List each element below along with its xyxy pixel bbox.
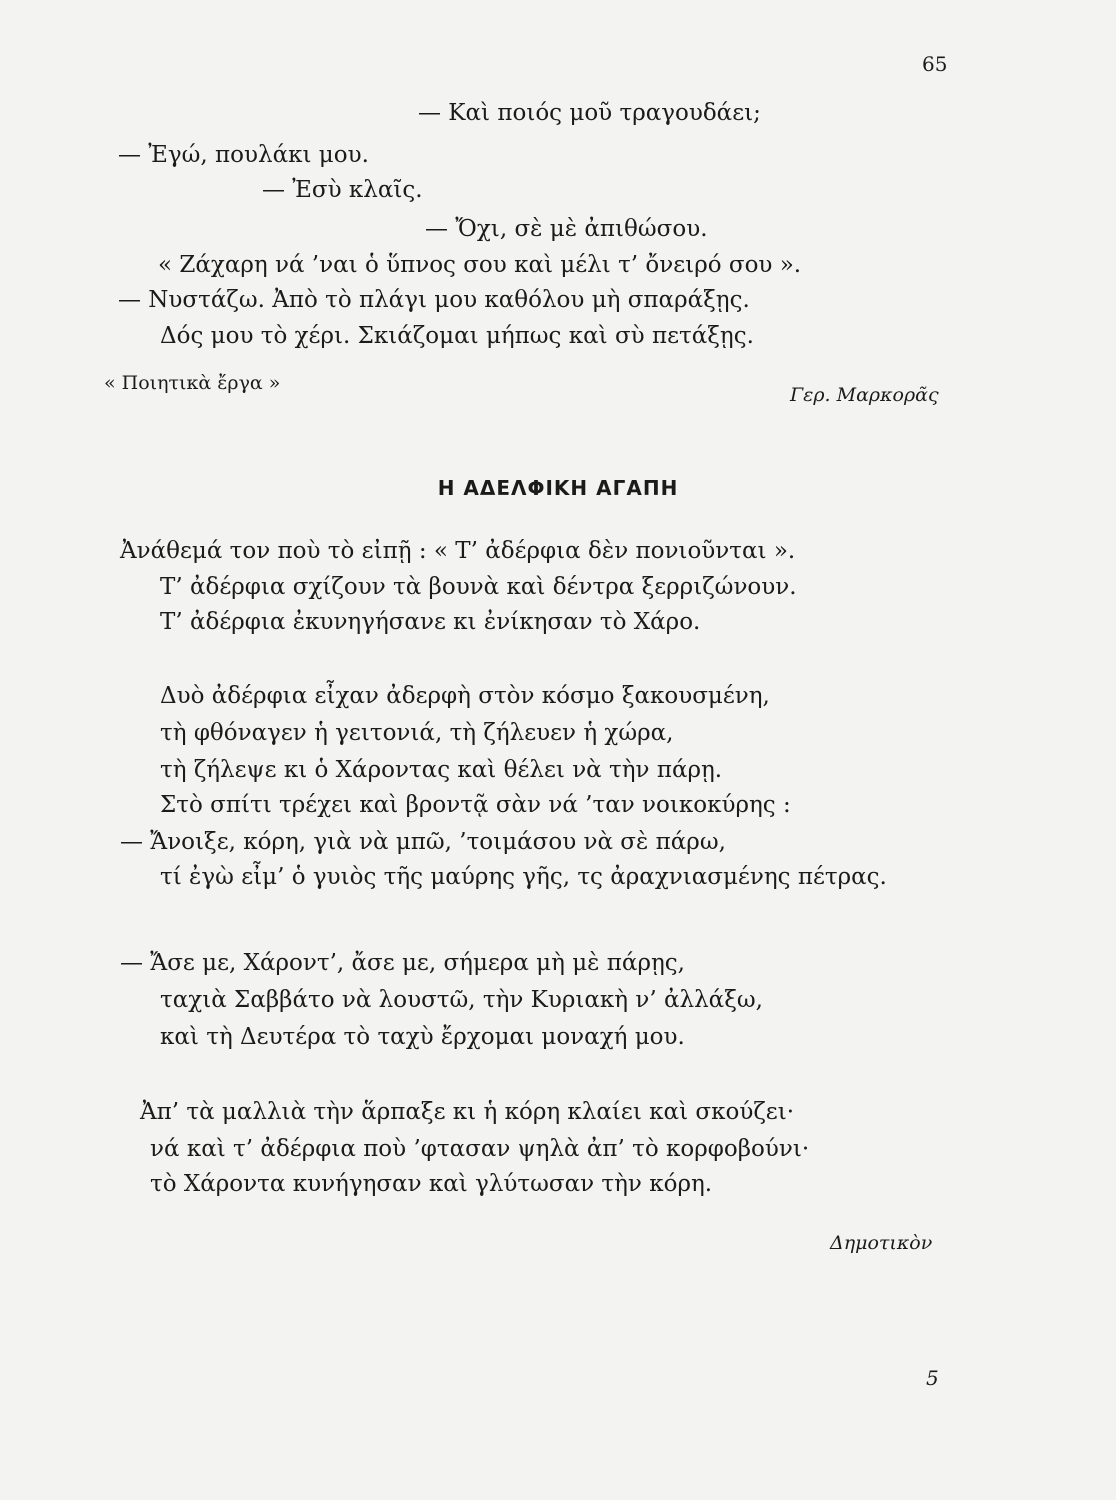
poem-title: Η ΑΔΕΛΦΙΚΗ ΑΓΑΠΗ: [437, 476, 679, 500]
poem-line: « Ζάχαρη νά ’ναι ὁ ὕπνος σου καὶ μέλι τ’ ὄνειρό σου ».: [158, 252, 802, 278]
poem-source: Δημοτικὸν: [830, 1232, 933, 1254]
page-number-top: 65: [922, 52, 948, 76]
poem-source: « Ποιητικὰ ἔργα »: [104, 372, 281, 394]
poem-line: Τ’ ἀδέρφια ἐκυνηγήσανε κι ἐνίκησαν τὸ Χάρο.: [160, 609, 701, 635]
poem-line: νά καὶ τ’ ἀδέρφια ποὺ ’φτασαν ψηλὰ ἀπ’ τὸ κορφοβούνι·: [150, 1136, 810, 1162]
poem-line: — Ἐγώ, πουλάκι μου.: [118, 142, 369, 168]
poem-line: ταχιὰ Σαββάτο νὰ λουστῶ, τὴν Κυριακὴ ν’ ἀλλάξω,: [160, 987, 763, 1013]
poem-line: τὸ Χάροντα κυνήγησαν καὶ γλύτωσαν τὴν κόρη.: [150, 1171, 713, 1197]
poem-line: — Νυστάζω. Ἀπὸ τὸ πλάγι μου καθόλου μὴ σπαράξῃς.: [118, 287, 750, 313]
poem-line: — Καὶ ποιός μοῦ τραγουδάει;: [418, 100, 761, 126]
poem-line: τὴ ζήλεψε κι ὁ Χάροντας καὶ θέλει νὰ τὴν πάρῃ.: [160, 757, 723, 783]
poem-line: καὶ τὴ Δευτέρα τὸ ταχὺ ἔρχομαι μοναχή μου.: [160, 1024, 685, 1050]
poem-line: — Ἐσὺ κλαῖς.: [262, 177, 423, 203]
poem-line: — Ἄνοιξε, κόρη, γιὰ νὰ μπῶ, ’τοιμάσου νὰ σὲ πάρω,: [120, 829, 726, 855]
poem-line: τί ἐγὼ εἶμ’ ὁ γυιὸς τῆς μαύρης γῆς, τς ἀραχνιασμένης πέτρας.: [160, 864, 887, 890]
poem-line: — Ἄσε με, Χάροντ’, ἄσε με, σήμερα μὴ μὲ πάρῃς,: [120, 950, 685, 976]
poem-line: — Ὄχι, σὲ μὲ ἀπιθώσου.: [425, 216, 708, 242]
page-number-bottom: 5: [926, 1366, 939, 1390]
poem-line: Τ’ ἀδέρφια σχίζουν τὰ βουνὰ καὶ δέντρα ξερριζώνουν.: [160, 574, 797, 600]
poem-line: Δυὸ ἀδέρφια εἶχαν ἀδερφὴ στὸν κόσμο ξακουσμένη,: [160, 683, 770, 709]
poem-line: Στὸ σπίτι τρέχει καὶ βροντᾷ σὰν νά ’ταν νοικοκύρης :: [160, 792, 791, 818]
poem-line: τὴ φθόναγεν ἡ γειτονιά, τὴ ζήλευεν ἡ χώρα,: [160, 720, 674, 746]
poem-line: Ἀπ’ τὰ μαλλιὰ τὴν ἅρπαξε κι ἡ κόρη κλαίει καὶ σκούζει·: [140, 1099, 795, 1125]
poem-line: Ἀνάθεμά τον ποὺ τὸ εἰπῇ : « Τ’ ἀδέρφια δὲν πονιοῦνται ».: [120, 538, 796, 564]
poem-line: Δός μου τὸ χέρι. Σκιάζομαι μήπως καὶ σὺ πετάξῃς.: [160, 323, 754, 349]
poem-author: Γερ. Μαρκορᾶς: [790, 384, 939, 406]
